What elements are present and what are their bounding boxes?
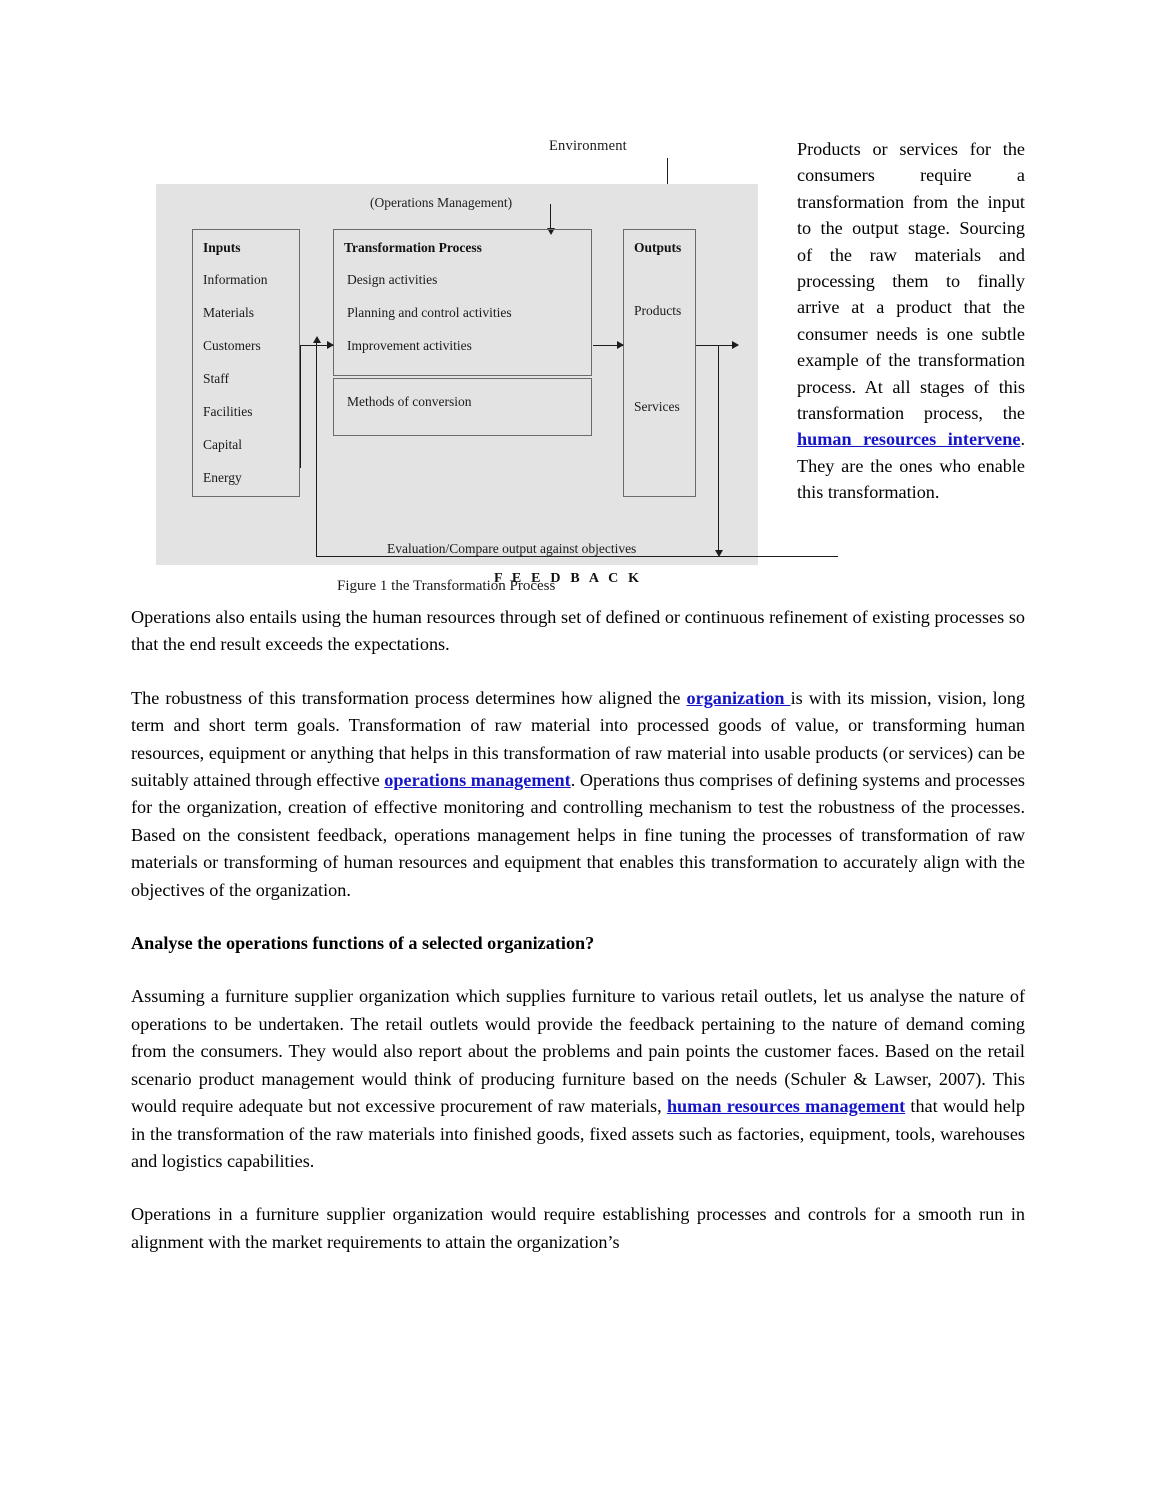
link-operations-management[interactable]: operations management (384, 770, 571, 791)
inputs-item-energy: Energy (203, 470, 242, 485)
furniture-text-1: Assuming a furniture supplier organization which supplies furniture to various retail outlets, let us analyse the nature of operations to be undertaken. The retail outlets would provide the feedback pertaining to the nature of demand coming from the consumers. They would also report about the problems and pain points the customer faces. Based on the retail scenario product management would think of producing furniture based on the needs (Schuler & Lawser, 2007). This would require adequate but not excessive procurement of raw materials, (131, 986, 1025, 1117)
furniture-text-2: that would help in the transformation of the raw materials into finished goods, fixed assets such as factories, equipment, tools, warehouses and logistics capabilities. (131, 1096, 1025, 1171)
paragraph-operations-entails: Operations also entails using the human resources through set of defined or continuous refinement of existing processes so that the end result exceeds the expectations. (131, 607, 1025, 655)
transformation-process-box (333, 229, 592, 376)
link-human-resources-intervene[interactable]: human resources intervene (797, 429, 1021, 450)
transformation-item-planning: Planning and control activities (347, 305, 512, 320)
link-human-resources-management[interactable]: human resources management (666, 1096, 906, 1117)
outputs-services-label: Services (634, 399, 680, 414)
operations-management-label: (Operations Management) (370, 195, 513, 210)
methods-of-conversion-label: Methods of conversion (347, 394, 472, 409)
body-text (131, 604, 1025, 1256)
inputs-item-materials: Materials (203, 305, 254, 320)
transformation-to-outputs-arrow-icon (593, 345, 623, 346)
side-text-after-link: . They are the ones who enable this transformation. (797, 429, 1025, 503)
outputs-to-feedback-arrow-icon (718, 345, 719, 551)
inputs-item-facilities: Facilities (203, 404, 253, 419)
inputs-title: Inputs (203, 240, 241, 255)
inputs-box (192, 229, 300, 497)
inputs-item-staff: Staff (203, 371, 229, 386)
link-organization[interactable]: organization (686, 687, 791, 708)
transformation-item-improvement: Improvement activities (347, 338, 472, 353)
paragraph-furniture-supplier (131, 983, 1025, 1175)
inputs-item-customers: Customers (203, 338, 261, 353)
robustness-text-1: The robustness of this transformation process determines how aligned the (131, 687, 687, 708)
transformation-item-design: Design activities (347, 272, 438, 287)
inputs-connector-vertical (300, 345, 301, 468)
robustness-text-3: . Operations thus comprises of defining systems and processes for the organization, creation of effective monitoring and controlling mechanism to test the robustness of the processes. Based on the consistent feedback, operations management helps in fine tuning the processes of transformation of raw materials or transforming of human resources and equipment that enables this transformation to accurately align with the objectives of the organization. (131, 770, 1026, 900)
feedback-up-arrow-icon (316, 342, 317, 557)
environment-label: Environment (549, 138, 627, 154)
outputs-products-label: Products (634, 303, 682, 318)
robustness-text-2: is with its mission, vision, long term and short term goals. Transformation of raw material into processed goods of value, or transforming human resources, equipment or anything that helps in this transformation of raw material into usable products (or services) can be suitably attained through effective (131, 687, 1026, 791)
figure-caption: Figure 1 the Transformation Process (337, 578, 556, 594)
outputs-box (623, 229, 696, 497)
inputs-item-capital: Capital (203, 437, 242, 452)
outputs-exit-arrow-icon (696, 345, 738, 346)
side-text-before-link: Products or services for the consumers require a transformation from the input to the output stage. Sourcing of the raw materials and processing them to finally arrive at a product that the consumer needs is one subtle example of the transformation process. At all stages of this transformation process, the (797, 139, 1025, 424)
operations-management-arrow-icon (550, 204, 551, 229)
inputs-item-information: Information (203, 272, 268, 287)
evaluation-label: Evaluation/Compare output against objectives (387, 541, 637, 556)
methods-of-conversion-box (333, 378, 592, 436)
side-column-paragraph (797, 136, 1025, 506)
paragraph-robustness (131, 685, 1025, 904)
heading-analyse-operations: Analyse the operations functions of a selected organization? (131, 933, 595, 954)
side-paragraph (797, 136, 1025, 506)
transformation-title: Transformation Process (344, 240, 482, 255)
outputs-title: Outputs (634, 240, 682, 255)
paragraph-operations-furniture-final: Operations in a furniture supplier organization would require establishing processes and controls for a smooth run in alignment with the market requirements to attain the organization’s (131, 1204, 1025, 1252)
feedback-label: F E E D B A C K (494, 571, 643, 586)
